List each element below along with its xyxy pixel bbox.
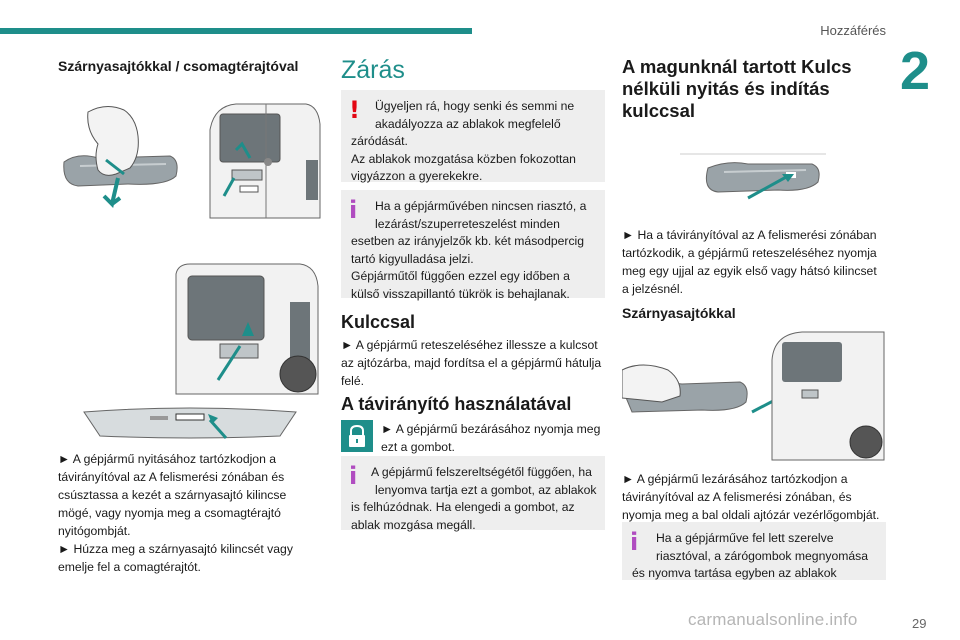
info-icon: i — [349, 196, 358, 224]
info1-line-4: tartó kigyulladása jelzi. — [351, 251, 474, 266]
keyless-heading-line-2: nélküli nyitás és indítás — [622, 78, 830, 99]
col3-paragraph-1 — [622, 226, 886, 298]
warning-icon: ! — [349, 96, 360, 124]
info2-line-4: ablak mozgása megáll. — [351, 517, 476, 532]
col3-p2-line-2: távirányítóval az A felismerési zónában, és — [622, 490, 852, 504]
chapter-number: 2 — [900, 41, 931, 101]
col1-line-5: nyitógombját. — [58, 524, 131, 538]
warning-line-1: Ügyeljen rá, hogy senki és semmi ne — [375, 99, 575, 113]
info1-line-1: Ha a gépjárművében nincsen riasztó, a — [375, 199, 587, 213]
lock-icon — [341, 420, 373, 452]
tailgate-button-illustration — [80, 400, 300, 444]
header-section-title: Hozzáférés — [820, 23, 886, 38]
kulccsal-line-3: felé. — [341, 374, 365, 388]
remote-line-1: ► A gépjármű bezárásához nyomja meg — [381, 422, 601, 436]
info2-line-2: lenyomva tartja ezt a gombot, az ablakok — [375, 482, 597, 497]
info-box-2 — [341, 456, 605, 530]
kulccsal-heading: Kulccsal — [341, 312, 416, 332]
col3-p1-line-3: meg egy ujjal az egyik első vagy hátsó kilincset — [622, 264, 877, 278]
col1-paragraph — [58, 450, 322, 576]
van-tailgate-illustration — [170, 262, 322, 400]
col3-p1-line-1: ► Ha a távirányítóval az A felismerési zónában — [622, 228, 877, 242]
door-handle-illustration — [678, 148, 828, 208]
warning-line-5: vigyázzon a gyerekekre. — [351, 169, 483, 183]
kulccsal-line-1: ► A gépjármű reteszeléséhez illessze a kulcsot — [341, 338, 598, 352]
info1-line-3: esetben az irányjelzők kb. két másodpercig — [351, 234, 585, 248]
page-number: 29 — [912, 616, 927, 631]
col1-line-4: mögé, vagy nyomja meg a csomagtérajtó — [58, 506, 281, 520]
kulccsal-line-2: az ajtózárba, majd fordítsa el a gépjármű hátulja — [341, 356, 602, 370]
kulccsal-paragraph — [341, 336, 605, 390]
warning-line-4: Az ablakok mozgatása közben fokozottan — [351, 151, 576, 166]
col3-p1-line-2: tartózkodik, a gépjármű reteszeléséhez nyomja — [622, 246, 877, 260]
info3-line-3: és nyomva tartása egyben az ablakok — [632, 566, 837, 580]
col1-line-1: ► A gépjármű nyitásához tartózkodjon a — [58, 452, 277, 466]
info3-line-1: Ha a gépjárműve fel lett szerelve — [656, 531, 834, 545]
col1-heading: Szárnyasajtókkal / csomagtérajtóval — [58, 58, 299, 74]
info-icon: i — [349, 462, 358, 490]
remote-line-2: ezt a gombot. — [381, 440, 455, 454]
col3-paragraph-2 — [622, 470, 886, 524]
info2-line-3: is felhúzódnak. Ha elengedi a gombot, az — [351, 500, 575, 514]
top-accent-bar — [0, 28, 472, 34]
info2-line-1: A gépjármű felszereltségétől függően, ha — [371, 465, 592, 479]
warning-line-3: záródását. — [351, 134, 408, 148]
warning-line-2: akadályozza az ablakok megfelelő — [375, 116, 561, 131]
col1-line-6: ► Húzza meg a szárnyasajtó kilincsét vagy — [58, 542, 293, 556]
hand-handle-illustration — [58, 100, 183, 225]
keyless-heading-line-3: kulccsal — [622, 100, 696, 121]
col3-p2-line-1: ► A gépjármű lezárásához tartózkodjon a — [622, 472, 848, 486]
info1-line-5: Gépjárműtől függően ezzel egy időben a — [351, 269, 570, 283]
warning-box — [341, 90, 605, 182]
info3-line-2: riasztóval, a zárógombok megnyomása — [656, 548, 869, 563]
info1-line-6: külső visszapillantó tükrök is behajlanak. — [351, 286, 570, 301]
szarnyasajtokkal-heading: Szárnyasajtókkal — [622, 305, 736, 321]
watermark: carmanualsonline.info — [688, 610, 858, 629]
keyless-heading — [622, 56, 886, 122]
col1-line-2: távirányítóval az A felismerési zónában és — [58, 470, 285, 484]
col1-line-3: csúsztassa a kezét a szárnyasajtó kilincse — [58, 488, 287, 502]
info1-line-2: lezárást/szuperreteszelést minden — [375, 216, 560, 231]
info-box-3 — [622, 522, 886, 580]
info-box-1 — [341, 190, 605, 301]
col3-p2-line-3: nyomja meg a bal oldali ajtózár vezérlőgombját. — [622, 508, 880, 522]
col3-p1-line-4: a jelzésnél. — [622, 282, 683, 296]
info-icon: i — [630, 528, 639, 556]
keyless-heading-line-1: A magunknál tartott Kulcs — [622, 56, 852, 77]
side-door-button-illustration — [622, 330, 886, 462]
remote-heading: A távirányító használatával — [341, 394, 572, 414]
zaras-title: Zárás — [341, 56, 405, 84]
col1-line-7: emelje fel a comagtérajtót. — [58, 560, 201, 574]
van-rear-doors-illustration — [206, 100, 322, 225]
remote-lock-instruction — [341, 420, 605, 456]
